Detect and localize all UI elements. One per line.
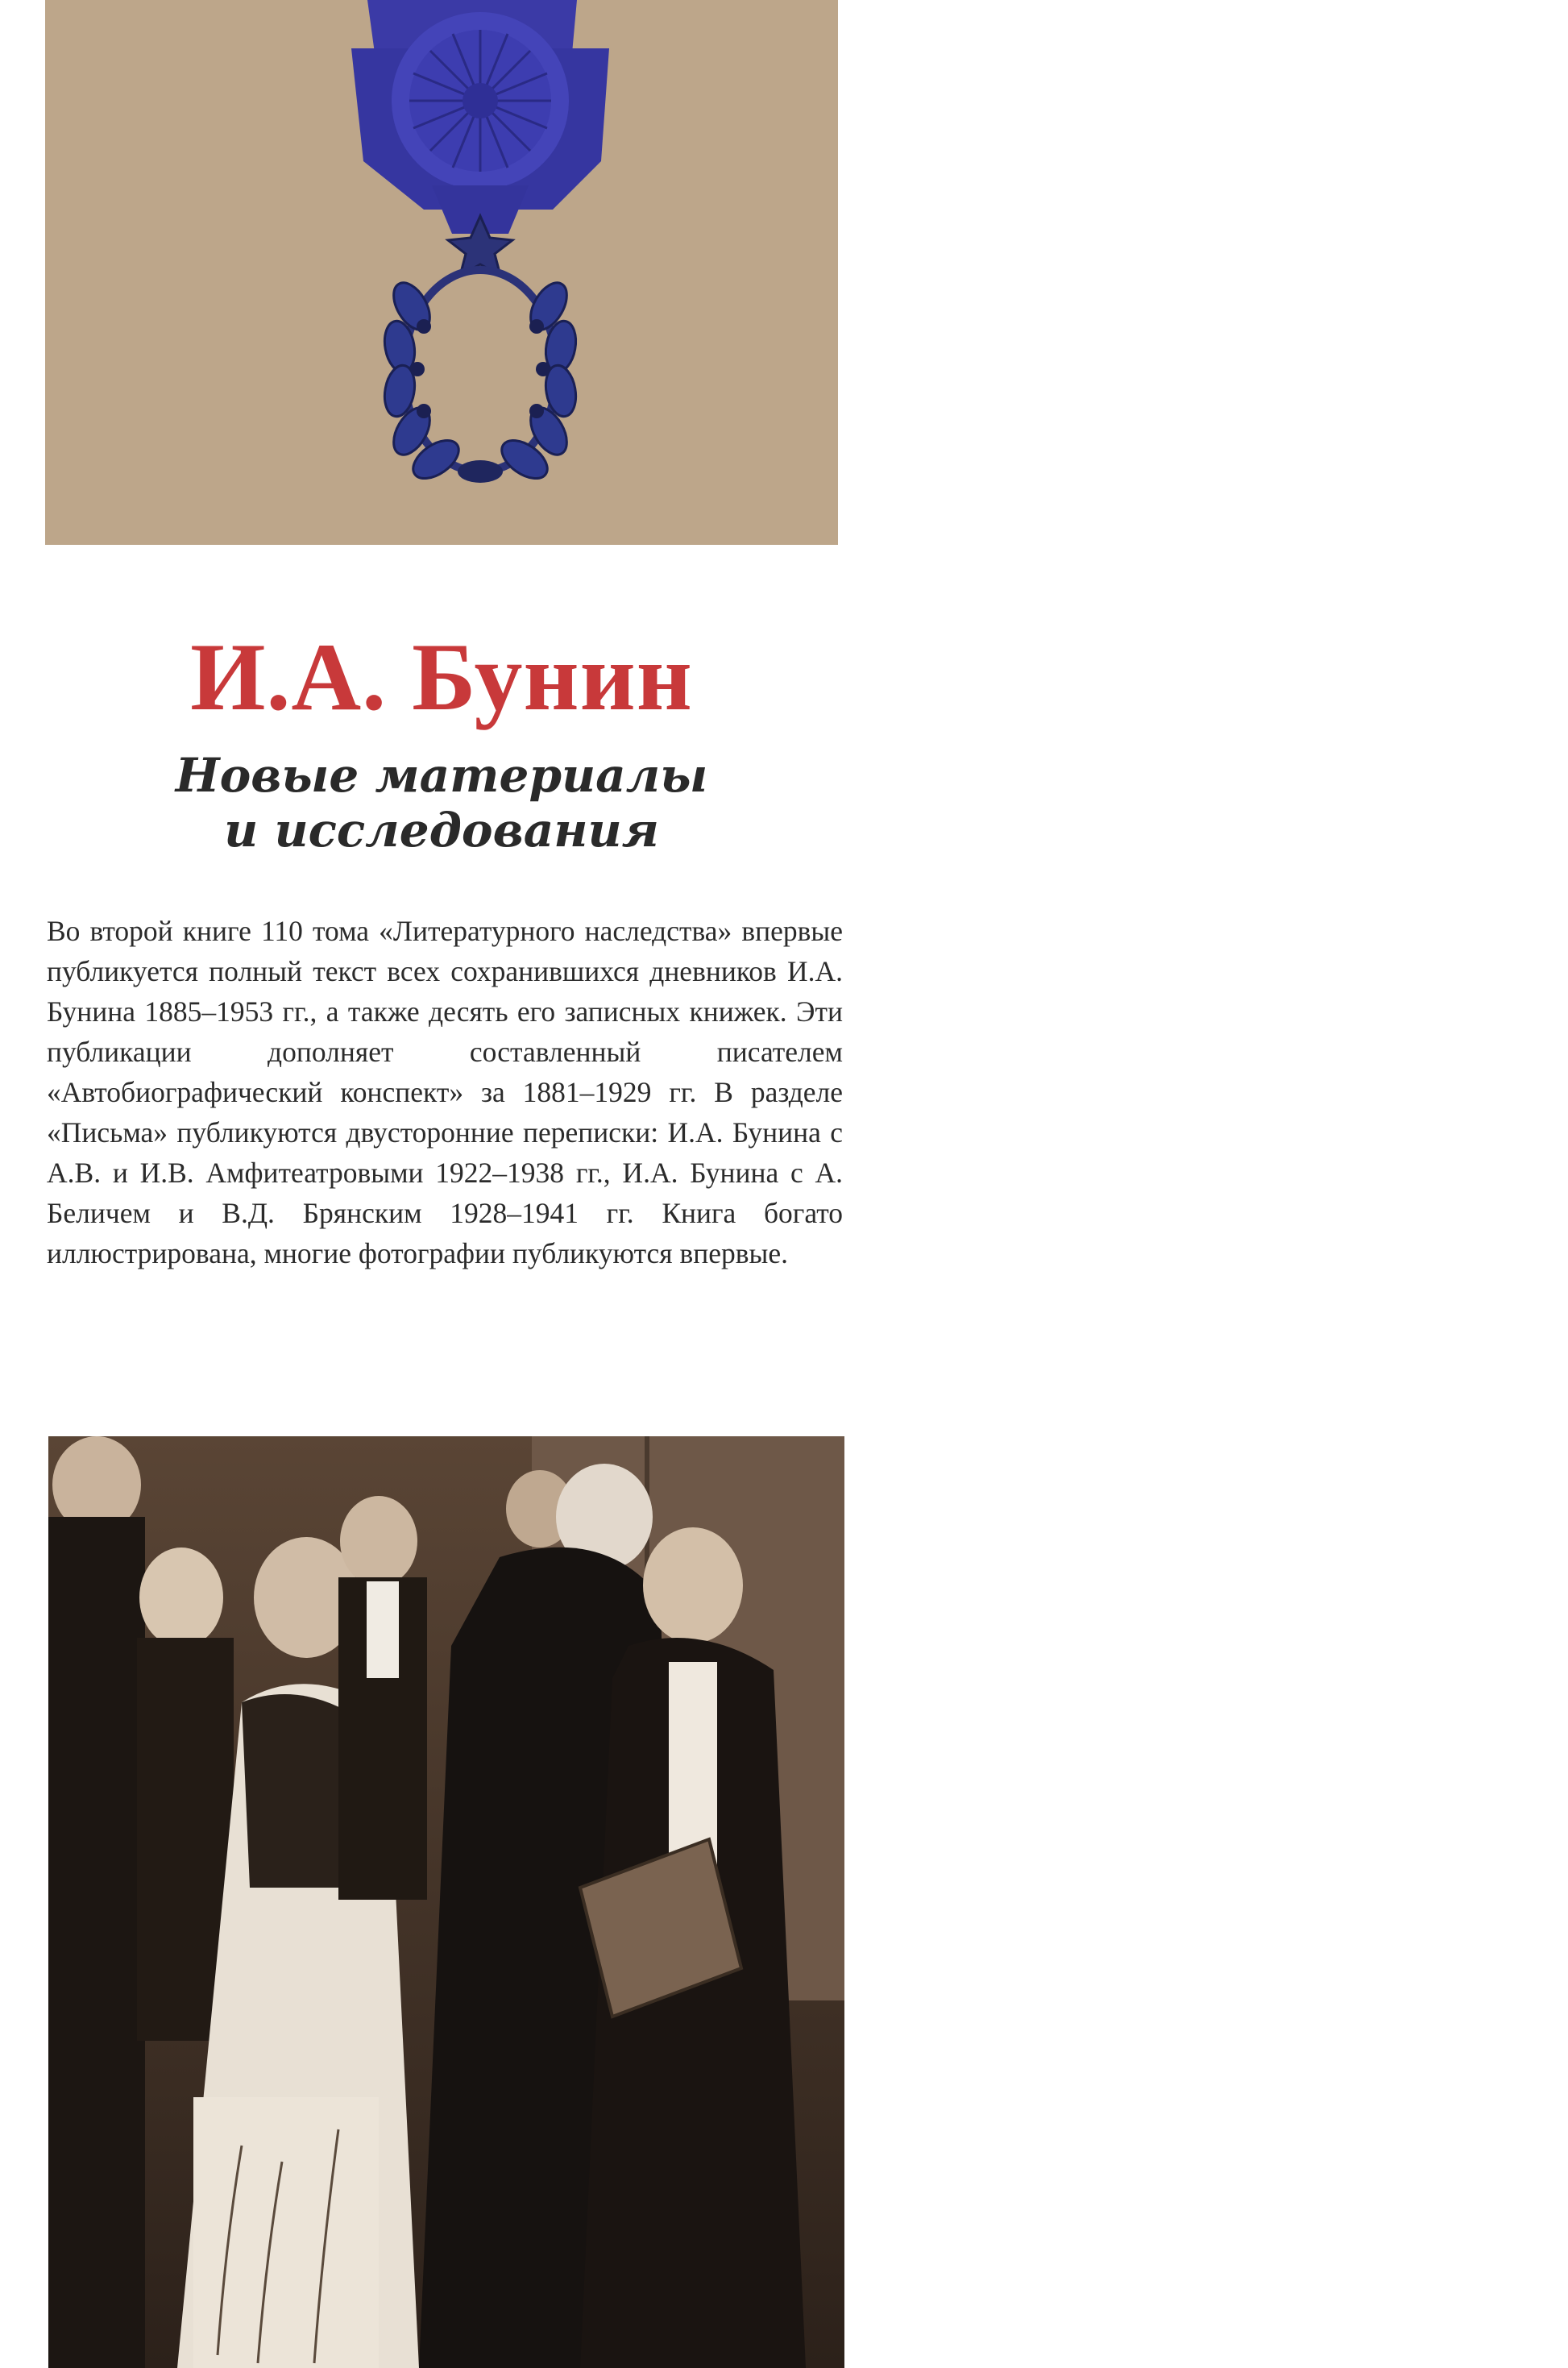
book-subtitle — [45, 748, 838, 858]
ceremony-photograph — [48, 1436, 844, 2368]
book-title: И.А. Бунин — [190, 623, 693, 730]
subtitle-line-1: Новые материалы — [175, 748, 708, 803]
book-description: Во второй книге 110 тома «Литературного наследства» впервые публикуется полный текст всех сохранившихся дневников И.А. Бунина 1885–1953 гг., а также десять его записных книжек. Эти публикации дополняет составленный писателем «Автобиографический конспект» за 1881–1929 гг. В разделе «Письма» публикуются двусторонние переписки: И.А. Бунина с А.В. и И.В. Амфитеатровыми 1922–1938 гг., И.А. Бунина с А. Беличем и В.Д. Брянским 1928–1941 гг. Книга богато иллюстрирована, многие фотографии публикуются впервые. — [47, 915, 843, 1269]
subtitle-line-2: и исследования — [224, 803, 659, 858]
photo-image — [48, 1436, 844, 2368]
medal-ribbon-icon — [45, 0, 838, 545]
medal-illustration — [45, 0, 838, 545]
